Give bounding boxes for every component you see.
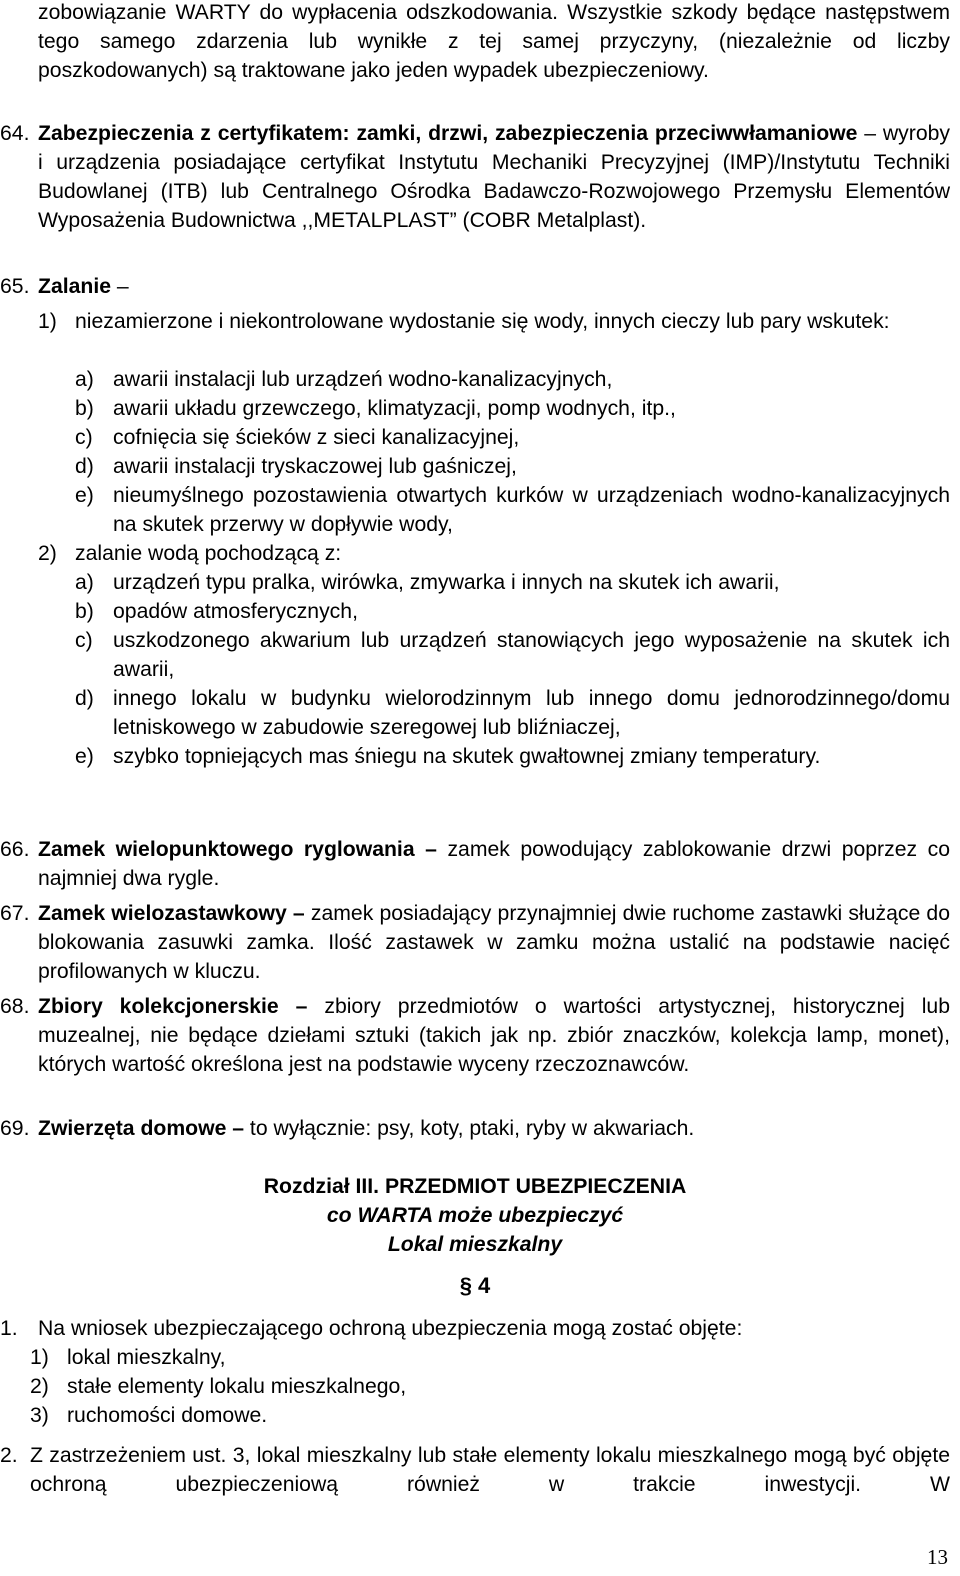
point-1 xyxy=(38,307,950,336)
point-2 xyxy=(38,539,950,568)
item-text: nieumyślnego pozostawienia otwartych kurków w urządzeniach wodno-kanalizacyjnych na skutek przerwy w dopływie wody, xyxy=(113,484,950,536)
item-label: d) xyxy=(75,455,94,478)
point-label: 2) xyxy=(38,542,57,565)
item-text: opadów atmosferycznych, xyxy=(113,600,358,623)
item-label: c) xyxy=(75,629,93,652)
page-number: 13 xyxy=(927,1545,948,1569)
item-text: awarii instalacji lub urządzeń wodno-kanalizacyjnych, xyxy=(113,368,613,391)
intro-paragraph xyxy=(38,0,950,85)
definition-body: – wyroby i urządzenia posiadające certyfikat Instytutu Mechaniki Precyzyjnej (IMP)/Instytutu Techniki Budowlanej (ITB) lub Centralnego Ośrodka Badawczo-Rozwojowego Przemysłu Elementów Wyposażenia Budownictwa ,,METALPLAST” (COBR Metalplast). xyxy=(38,122,950,232)
paragraph-number: § 4 xyxy=(459,1273,491,1298)
item-label: e) xyxy=(75,745,94,768)
definition-number: 67. xyxy=(0,902,30,925)
definition-term: Zamek wielozastawkowy – xyxy=(38,902,305,925)
definition-term: Zwierzęta domowe – xyxy=(38,1117,245,1140)
item-label: b) xyxy=(75,600,94,623)
item-text: lokal mieszkalny, xyxy=(67,1346,226,1369)
list-item xyxy=(30,1401,950,1430)
item-text: awarii układu grzewczego, klimatyzacji, pomp wodnych, itp., xyxy=(113,397,676,420)
intro-text: zobowiązanie WARTY do wypłacenia odszkodowania. Wszystkie szkody będące następstwem tego samego zdarzenia lub wynikłe z tej samej przyczyny, (niezależnie od liczby poszkodowanych) są traktowane jako jeden wypadek ubezpieczeniowy. xyxy=(38,1,950,82)
definition-number: 64. xyxy=(0,122,30,145)
definition-term: Zamek wielopunktowego ryglowania – xyxy=(38,838,437,861)
item-text: cofnięcia się ścieków z sieci kanalizacyjnej, xyxy=(113,426,520,449)
section-1 xyxy=(0,1314,950,1343)
definition-text xyxy=(38,835,950,893)
item-text: awarii instalacji tryskaczowej lub gaśniczej, xyxy=(113,455,517,478)
item-label: a) xyxy=(75,368,94,391)
item-text: ruchomości domowe. xyxy=(67,1404,268,1427)
list-item xyxy=(75,394,950,423)
item-text: urządzeń typu pralka, wirówka, zmywarka i innych na skutek ich awarii, xyxy=(113,571,780,594)
definition-text xyxy=(38,992,950,1079)
list-item xyxy=(75,423,950,452)
item-text: stałe elementy lokalu mieszkalnego, xyxy=(67,1375,407,1398)
definition-dash: – xyxy=(111,275,129,298)
list-item xyxy=(75,568,950,597)
item-label: c) xyxy=(75,426,93,449)
section-1-items xyxy=(30,1343,950,1430)
point-1-items xyxy=(75,365,950,539)
item-text: innego lokalu w budynku wielorodzinnym lub innego domu jednorodzinnego/domu letniskowego w zabudowie szeregowej lub bliźniaczej, xyxy=(113,687,950,739)
definition-69 xyxy=(0,1114,950,1143)
paragraph-symbol-heading xyxy=(0,1271,950,1300)
definition-number: 68. xyxy=(0,995,30,1018)
section-number: 2. xyxy=(0,1444,18,1467)
definition-term: Zbiory kolekcjonerskie – xyxy=(38,995,308,1018)
list-item xyxy=(75,626,950,684)
definition-68 xyxy=(0,992,950,1079)
definition-text xyxy=(38,899,950,986)
item-label: e) xyxy=(75,484,94,507)
definition-body: to wyłącznie: psy, koty, ptaki, ryby w akwariach. xyxy=(244,1117,695,1140)
item-label: 1) xyxy=(30,1346,49,1369)
list-item xyxy=(75,452,950,481)
definition-65 xyxy=(0,272,950,301)
definition-67 xyxy=(0,899,950,986)
item-label: 3) xyxy=(30,1404,49,1427)
definition-number: 66. xyxy=(0,838,30,861)
item-label: a) xyxy=(75,571,94,594)
section-number: 1. xyxy=(0,1317,18,1340)
item-text: uszkodzonego akwarium lub urządzeń stanowiących jego wyposażenie na skutek ich awarii, xyxy=(113,629,950,681)
section-text: Na wniosek ubezpieczającego ochroną ubezpieczenia mogą zostać objęte: xyxy=(38,1317,743,1340)
section-2 xyxy=(0,1441,950,1499)
definition-64 xyxy=(0,119,950,235)
item-label: d) xyxy=(75,687,94,710)
definition-term: Zabezpieczenia z certyfikatem: zamki, drzwi, zabezpieczenia przeciwwłamaniowe xyxy=(38,122,858,145)
chapter-title: Rozdział III. PRZEDMIOT UBEZPIECZENIA xyxy=(263,1175,687,1198)
definition-body: zamek powodujący zablokowanie drzwi poprzez co najmniej dwa rygle. xyxy=(38,838,950,890)
list-item xyxy=(75,684,950,742)
point-text: niezamierzone i niekontrolowane wydostanie się wody, innych cieczy lub pary wskutek: xyxy=(75,310,890,333)
point-text: zalanie wodą pochodzącą z: xyxy=(75,542,342,565)
list-item xyxy=(75,597,950,626)
definition-text xyxy=(38,1114,950,1143)
definition-text xyxy=(38,119,950,235)
section-subtitle: Lokal mieszkalny xyxy=(387,1233,563,1256)
list-item xyxy=(75,742,950,771)
list-item xyxy=(30,1343,950,1372)
point-label: 1) xyxy=(38,310,57,333)
list-item xyxy=(75,365,950,394)
definition-text xyxy=(38,272,950,301)
list-item xyxy=(30,1372,950,1401)
chapter-subtitle: co WARTA może ubezpieczyć xyxy=(326,1204,624,1227)
definition-66 xyxy=(0,835,950,893)
definition-term: Zalanie xyxy=(38,275,112,298)
definition-number: 69. xyxy=(0,1117,30,1140)
definition-body: zamek posiadający przynajmniej dwie ruchome zastawki służące do blokowania zasuwki zamka. Ilość zastawek w zamku można ustalić na podstawie nacięć profilowanych w kluczu. xyxy=(38,902,950,983)
item-label: 2) xyxy=(30,1375,49,1398)
item-label: b) xyxy=(75,397,94,420)
definition-body: zbiory przedmiotów o wartości artystycznej, historycznej lub muzealnej, nie będące dziełami sztuki (takich jak np. zbiór znaczków, kolekcja lamp, monet), których wartość określona jest na podstawie wyceny rzeczoznawców. xyxy=(38,995,950,1076)
section-text: Z zastrzeżeniem ust. 3, lokal mieszkalny lub stałe elementy lokalu mieszkalnego mogą być objęte ochroną ubezpieczeniową również w trakcie inwestycji. W xyxy=(30,1444,950,1496)
point-2-items xyxy=(75,568,950,771)
definition-number: 65. xyxy=(0,275,30,298)
item-text: szybko topniejących mas śniegu na skutek gwałtownej zmiany temperatury. xyxy=(113,745,821,768)
chapter-heading xyxy=(0,1172,950,1259)
list-item xyxy=(75,481,950,539)
